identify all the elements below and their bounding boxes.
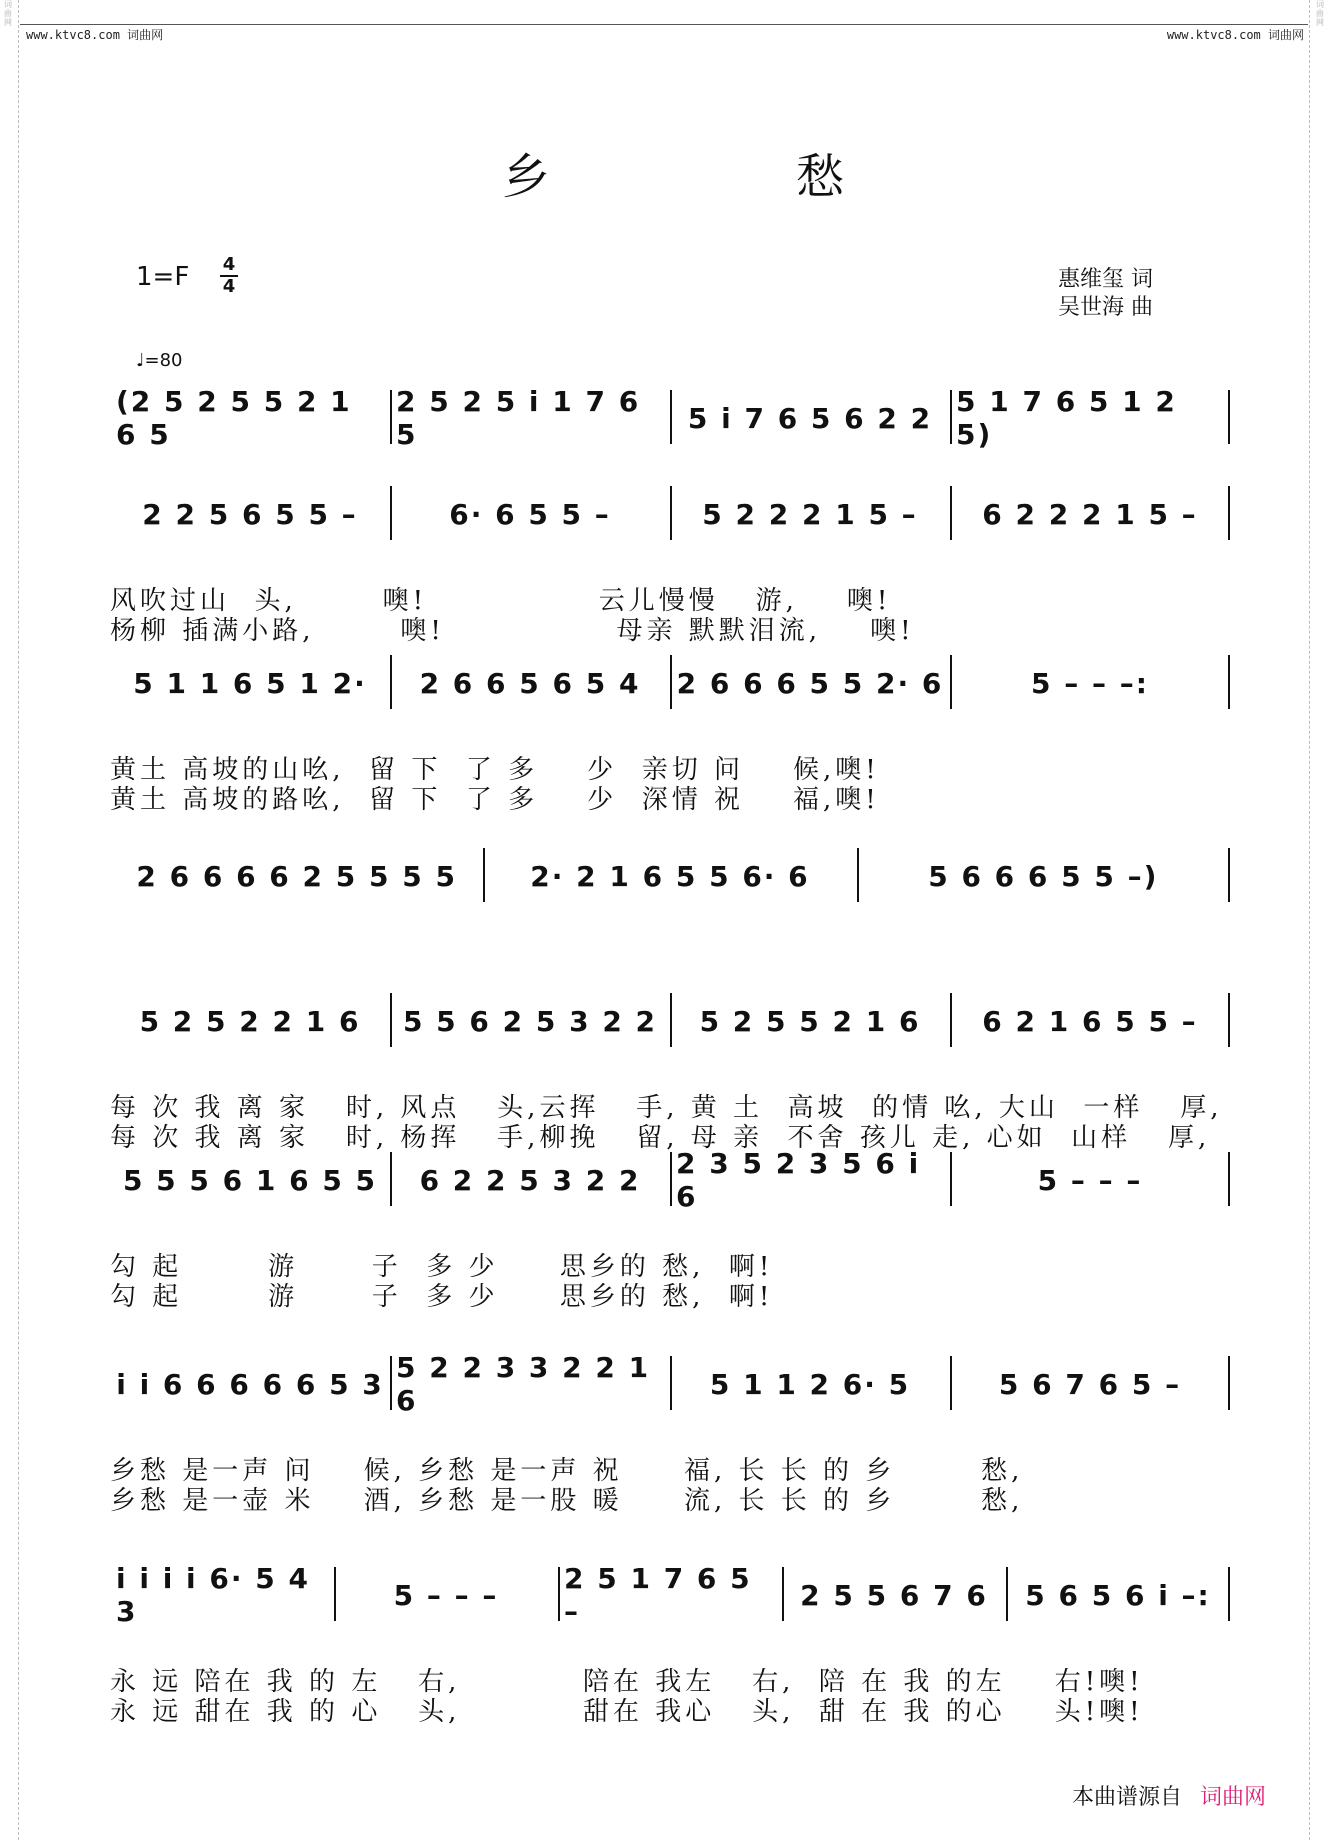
- barline: [950, 1152, 952, 1206]
- score-row: [110, 1147, 1230, 1312]
- measure: [956, 1364, 1224, 1410]
- measure: [396, 1001, 664, 1047]
- measure: [116, 1364, 384, 1410]
- tempo-marking: ♩=80: [136, 350, 183, 371]
- measure-notes: 5 2 2 2 1 5 –: [702, 497, 918, 531]
- barline-end: [1228, 993, 1230, 1047]
- measure: [396, 494, 664, 540]
- measure-notes: 5 i 7 6 5 6 2 2: [687, 401, 933, 435]
- measure-notes: 5 6 5 6 i –:: [1025, 1578, 1211, 1612]
- measure-notes: 5 1 7 6 5 1 2 5): [956, 385, 1177, 451]
- right-margin-line: [1309, 0, 1310, 1840]
- measure-notes: (2 5 2 5 5 2 1 6 5: [116, 385, 352, 451]
- lyric-line: 黄土 高坡的路吆, 留 下 了 多 少 深情 祝 福,噢!: [110, 785, 880, 815]
- measure: [676, 663, 944, 709]
- measure-notes: i i i i 6· 5 4 3: [116, 1562, 310, 1628]
- barline: [390, 1356, 392, 1410]
- barline: [390, 655, 392, 709]
- score-row: [110, 1562, 1230, 1727]
- lyric-line: 永 远 甜在 我 的 心 头, 甜在 我心 头, 甜 在 我 的心 头!噢!: [110, 1697, 1144, 1727]
- notation-line: [110, 1351, 1230, 1417]
- lyric-line: 杨柳 插满小路, 噢! 母亲 默默泪流, 噢!: [110, 616, 915, 646]
- barline: [670, 993, 672, 1047]
- barline: [390, 486, 392, 540]
- lyric-line: 每 次 我 离 家 时, 杨挥 手,柳挽 留, 母 亲 不舍 孩儿 走, 心如 山样 厚,: [110, 1123, 1211, 1153]
- measure: [116, 663, 384, 709]
- measure-notes: 2 6 6 6 6 2 5 5 5 5: [136, 859, 457, 893]
- score-row: [110, 494, 1230, 646]
- score-row: [110, 663, 1230, 815]
- measure-notes: 6· 6 5 5 –: [449, 497, 611, 531]
- footer-source: [1072, 1780, 1266, 1811]
- measure: [116, 385, 384, 451]
- barline: [950, 655, 952, 709]
- barline: [670, 390, 672, 444]
- notation-line: [110, 663, 1230, 707]
- measure-notes: 5 – – –:: [1031, 666, 1149, 700]
- header-site-right: www.ktvc8.com 词曲网: [1166, 28, 1304, 42]
- measure-notes: 2 2 5 6 5 5 –: [142, 497, 358, 531]
- measure-notes: 6 2 1 6 5 5 –: [982, 1004, 1198, 1038]
- measure-notes: 5 2 5 2 2 1 6: [139, 1004, 361, 1038]
- lyric-line: 勾 起 游 子 多 少 思乡的 愁, 啊!: [110, 1282, 774, 1312]
- notation-line: [110, 1001, 1230, 1045]
- barline: [670, 1356, 672, 1410]
- measure-notes: 5 5 5 6 1 6 5 5: [122, 1163, 378, 1197]
- notation-line: [110, 494, 1230, 538]
- barline: [390, 390, 392, 444]
- song-title-char2: 愁: [796, 149, 845, 205]
- lyric-line: 每 次 我 离 家 时, 风点 头,云挥 手, 黄 土 高坡 的情 吆, 大山 一样 厚,: [110, 1093, 1223, 1123]
- measure: [956, 494, 1224, 540]
- measure-notes: i i 6 6 6 6 6 5 3: [116, 1367, 384, 1401]
- measure: [116, 1001, 384, 1047]
- measure-notes: 5 2 5 5 2 1 6: [699, 1004, 921, 1038]
- measure: [396, 1160, 664, 1206]
- measure-notes: 2 3 5 2 3 5 6 i 6: [676, 1147, 921, 1213]
- barline: [950, 993, 952, 1047]
- barline-end: [1228, 655, 1230, 709]
- header-rule: [20, 24, 1308, 25]
- song-title-char1: 乡: [502, 149, 551, 205]
- barline-end: [1228, 848, 1230, 902]
- notation-line: [110, 385, 1230, 451]
- measure: [1012, 1575, 1224, 1621]
- time-signature: [220, 256, 238, 296]
- time-signature-top: 4: [222, 254, 236, 275]
- barline: [782, 1567, 784, 1621]
- measure: [564, 1562, 776, 1628]
- measure: [396, 663, 664, 709]
- score-row: [110, 385, 1230, 451]
- measure-notes: 6 2 2 2 1 5 –: [982, 497, 1198, 531]
- measure: [956, 663, 1224, 709]
- lyric-line: 勾 起 游 子 多 少 思乡的 愁, 啊!: [110, 1252, 774, 1282]
- lyricist-credit: 惠维玺 词: [1058, 267, 1153, 292]
- measure-notes: 5 – – –: [1037, 1163, 1143, 1197]
- score-row: [110, 1351, 1230, 1516]
- barline-end: [1228, 390, 1230, 444]
- measure: [116, 1562, 328, 1628]
- score-row: [110, 1001, 1230, 1153]
- composer-credit: 吴世海 曲: [1058, 295, 1153, 320]
- measure-notes: 2 5 2 5 i 1 7 6 5: [396, 385, 641, 451]
- lyric-line: 乡愁 是一声 问 候, 乡愁 是一声 祝 福, 长 长 的 乡 愁,: [110, 1456, 1024, 1486]
- left-margin-line: [18, 0, 19, 1840]
- measure: [956, 1001, 1224, 1047]
- barline: [950, 1356, 952, 1410]
- barline: [334, 1567, 336, 1621]
- measure: [340, 1575, 552, 1621]
- measure-notes: 2· 2 1 6 5 5 6· 6: [530, 859, 810, 893]
- measure: [676, 1001, 944, 1047]
- lyric-line: 风吹过山 头, 噢! 云儿慢慢 游, 噢!: [110, 586, 892, 616]
- header-site-left: www.ktvc8.com 词曲网: [26, 28, 164, 42]
- notation-line: [110, 856, 1230, 900]
- measure-notes: 2 6 6 5 6 5 4: [419, 666, 641, 700]
- barline: [483, 848, 485, 902]
- measure-notes: 2 5 5 6 7 6: [800, 1578, 988, 1612]
- measure: [676, 494, 944, 540]
- measure: [116, 856, 477, 902]
- measure-notes: 5 6 7 6 5 –: [998, 1367, 1182, 1401]
- notation-line: [110, 1562, 1230, 1628]
- barline-end: [1228, 486, 1230, 540]
- measure: [396, 1351, 664, 1417]
- measure-notes: 5 6 6 6 5 5 –): [928, 859, 1159, 893]
- barline: [670, 655, 672, 709]
- barline-end: [1228, 1567, 1230, 1621]
- measure-notes: 6 2 2 5 3 2 2: [419, 1163, 641, 1197]
- credits: [1058, 266, 1153, 322]
- measure: [676, 1364, 944, 1410]
- lyric-line: 乡愁 是一壶 米 酒, 乡愁 是一股 暖 流, 长 长 的 乡 愁,: [110, 1486, 1024, 1516]
- left-watermark-strip: 词 曲 网: [4, 0, 12, 27]
- barline: [670, 486, 672, 540]
- measure: [863, 856, 1224, 902]
- measure-notes: 5 5 6 2 5 3 2 2: [402, 1004, 658, 1038]
- barline: [670, 1152, 672, 1206]
- measure-notes: 5 2 2 3 3 2 2 1 6: [396, 1351, 651, 1417]
- measure-notes: 5 1 1 2 6· 5: [709, 1367, 911, 1401]
- measure: [788, 1575, 1000, 1621]
- measure: [489, 856, 850, 902]
- measure: [956, 1160, 1224, 1206]
- barline: [857, 848, 859, 902]
- right-watermark-strip: 词 曲 网: [1316, 0, 1324, 27]
- measure-notes: 2 6 6 6 5 5 2· 6: [676, 666, 944, 700]
- measure: [676, 398, 944, 444]
- footer-source-label: 本曲谱源自: [1072, 1785, 1183, 1810]
- measure-notes: 2 5 1 7 6 5 –: [564, 1562, 752, 1628]
- measure-notes: 5 – – –: [393, 1578, 499, 1612]
- score-row: [110, 856, 1230, 900]
- measure: [116, 1160, 384, 1206]
- lyric-line: 黄土 高坡的山吆, 留 下 了 多 少 亲切 问 候,噢!: [110, 755, 880, 785]
- measure: [396, 385, 664, 451]
- barline: [1006, 1567, 1008, 1621]
- measure: [676, 1147, 944, 1213]
- notation-line: [110, 1147, 1230, 1213]
- measure: [956, 385, 1224, 451]
- measure-notes: 5 1 1 6 5 1 2·: [133, 666, 367, 700]
- key-signature: 1=F: [136, 262, 190, 292]
- measure: [116, 494, 384, 540]
- barline: [390, 993, 392, 1047]
- barline: [950, 486, 952, 540]
- barline: [390, 1152, 392, 1206]
- time-signature-bottom: 4: [222, 276, 236, 297]
- lyric-line: 永 远 陪在 我 的 左 右, 陪在 我左 右, 陪 在 我 的左 右!噢!: [110, 1667, 1144, 1697]
- barline: [950, 390, 952, 444]
- barline-end: [1228, 1152, 1230, 1206]
- footer-source-brand[interactable]: 词曲网: [1200, 1785, 1267, 1810]
- barline: [558, 1567, 560, 1621]
- barline-end: [1228, 1356, 1230, 1410]
